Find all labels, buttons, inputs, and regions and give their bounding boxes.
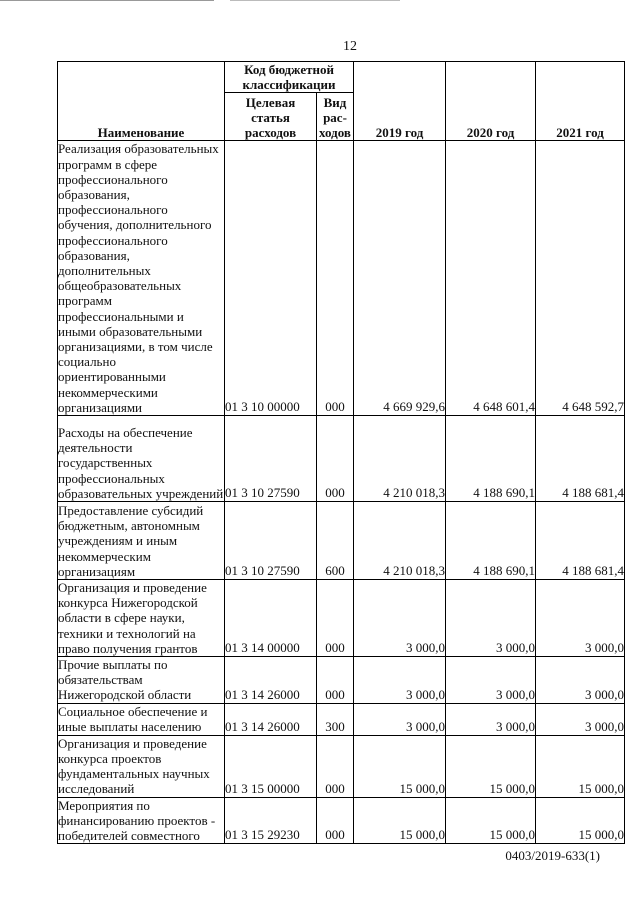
row-value-2021: 3 000,0 <box>536 703 625 735</box>
page-number: 12 <box>343 39 357 54</box>
row-name: Мероприятия по финансированию проектов - победителей совместного <box>58 797 225 844</box>
header-row <box>58 62 625 93</box>
header-name: Наименование <box>58 62 225 141</box>
row-vid: 000 <box>317 657 354 704</box>
row-target-article: 01 3 14 26000 <box>225 657 317 704</box>
row-name: Социальное обеспечение и иные выплаты населению <box>58 703 225 735</box>
row-value-2021: 3 000,0 <box>536 657 625 704</box>
row-target-article: 01 3 15 29230 <box>225 797 317 844</box>
row-vid: 000 <box>317 735 354 797</box>
row-value-2021: 15 000,0 <box>536 735 625 797</box>
row-target-article: 01 3 15 00000 <box>225 735 317 797</box>
table-row <box>58 703 625 735</box>
header-year-2019: 2019 год <box>354 62 446 141</box>
row-target-article: 01 3 10 27590 <box>225 502 317 580</box>
table-row <box>58 657 625 704</box>
row-value-2019: 3 000,0 <box>354 703 446 735</box>
header-kod: Код бюджетной классификации <box>225 62 354 93</box>
row-name: Прочие выплаты по обязательствам Нижегородской области <box>58 657 225 704</box>
row-vid: 600 <box>317 502 354 580</box>
row-target-article: 01 3 10 00000 <box>225 141 317 416</box>
row-value-2020: 15 000,0 <box>446 735 536 797</box>
row-name: Организация и проведение конкурса проектов фундаментальных научных исследований <box>58 735 225 797</box>
row-vid: 000 <box>317 580 354 657</box>
row-value-2019: 15 000,0 <box>354 797 446 844</box>
row-vid: 000 <box>317 797 354 844</box>
table-row <box>58 502 625 580</box>
header-year-2020: 2020 год <box>446 62 536 141</box>
table-row <box>58 735 625 797</box>
row-vid: 300 <box>317 703 354 735</box>
row-target-article: 01 3 10 27590 <box>225 416 317 502</box>
row-value-2019: 3 000,0 <box>354 580 446 657</box>
row-name: Расходы на обеспечение деятельности государственных профессиональных образовательных учреждений <box>58 416 225 502</box>
row-name: Реализация образовательных программ в сфере профессионального образования, профессионального обучения, дополнительного профессионального образования, дополнительных общеобразовательных программ профессиональными и иными образовательными организациями, в том числе социально ориентированными некоммерческими организациями <box>58 141 225 416</box>
row-value-2021: 4 188 681,4 <box>536 416 625 502</box>
row-value-2020: 15 000,0 <box>446 797 536 844</box>
document-code: 0403/2019-633(1) <box>505 848 600 863</box>
row-value-2020: 3 000,0 <box>446 657 536 704</box>
scan-top-line <box>0 0 214 1</box>
row-value-2019: 4 669 929,6 <box>354 141 446 416</box>
row-target-article: 01 3 14 26000 <box>225 703 317 735</box>
row-name: Организация и проведение конкурса Нижегородской области в сфере науки, техники и технологий на право получения грантов <box>58 580 225 657</box>
row-value-2020: 4 188 690,1 <box>446 502 536 580</box>
row-value-2020: 4 188 690,1 <box>446 416 536 502</box>
table-row <box>58 797 625 844</box>
row-name: Предоставление субсидий бюджетным, автономным учреждениям и иным некоммерческим организациям <box>58 502 225 580</box>
table-row <box>58 580 625 657</box>
budget-table <box>57 61 625 844</box>
scan-top-line <box>230 0 400 1</box>
row-vid: 000 <box>317 141 354 416</box>
table-row <box>58 141 625 416</box>
row-value-2021: 4 648 592,7 <box>536 141 625 416</box>
row-value-2019: 4 210 018,3 <box>354 502 446 580</box>
row-value-2021: 15 000,0 <box>536 797 625 844</box>
row-target-article: 01 3 14 00000 <box>225 580 317 657</box>
row-value-2021: 4 188 681,4 <box>536 502 625 580</box>
table-body <box>58 141 625 844</box>
header-year-2021: 2021 год <box>536 62 625 141</box>
row-value-2021: 3 000,0 <box>536 580 625 657</box>
header-vid: Вид рас- ходов <box>317 93 354 141</box>
table-row <box>58 416 625 502</box>
row-vid: 000 <box>317 416 354 502</box>
row-value-2019: 4 210 018,3 <box>354 416 446 502</box>
row-value-2019: 3 000,0 <box>354 657 446 704</box>
row-value-2019: 15 000,0 <box>354 735 446 797</box>
row-value-2020: 3 000,0 <box>446 703 536 735</box>
header-target-article: Целевая статья расходов <box>225 93 317 141</box>
row-value-2020: 3 000,0 <box>446 580 536 657</box>
row-value-2020: 4 648 601,4 <box>446 141 536 416</box>
